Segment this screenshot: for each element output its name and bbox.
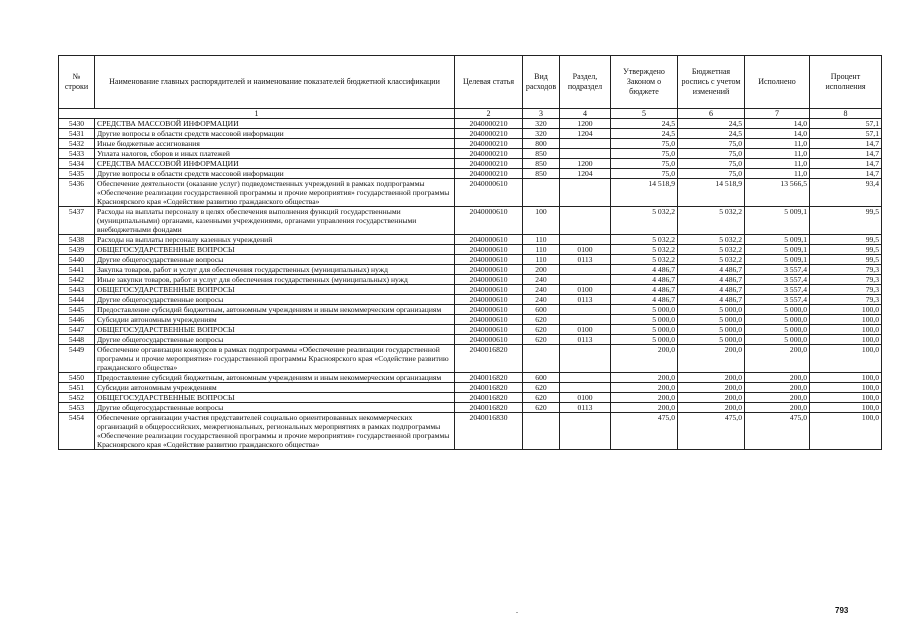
table-row: [59, 179, 882, 207]
row-target-code: 2040000610: [455, 315, 523, 325]
row-target-code: 2040016820: [455, 383, 523, 393]
row-name: Расходы на выплаты персоналу в целях обеспечения выполнения функций государственными (муниципальными) органами, казенными учреждениями, органами управления государственными внебюджетными фондами: [95, 207, 455, 235]
row-done: 5 000,0: [745, 305, 810, 315]
row-name: Другие вопросы в области средств массовой информации: [95, 129, 455, 139]
row-done: 11,0: [745, 159, 810, 169]
row-plan: 200,0: [678, 373, 745, 383]
table-row: [59, 285, 882, 295]
row-name: СРЕДСТВА МАССОВОЙ ИНФОРМАЦИИ: [95, 159, 455, 169]
row-expense-kind: 800: [523, 139, 560, 149]
row-expense-kind: 200: [523, 265, 560, 275]
row-plan: 200,0: [678, 383, 745, 393]
row-target-code: 2040016820: [455, 373, 523, 383]
row-name: Субсидии автономным учреждениям: [95, 315, 455, 325]
row-plan: 4 486,7: [678, 285, 745, 295]
row-name: Расходы на выплаты персоналу казенных учреждений: [95, 235, 455, 245]
row-approved: 75,0: [611, 149, 678, 159]
column-number: 6: [678, 109, 745, 119]
row-name: Обеспечение организации участия представителей социально ориентированных некоммерческих организаций в общероссийских, межрегиональных, региональных мероприятиях в рамках подпрограммы «Обеспечение реализации государственной программы и прочие мероприятия» государственной программы Красноярского края «Содействие развитию гражданского общества»: [95, 413, 455, 450]
row-done: 5 009,1: [745, 245, 810, 255]
row-plan: 200,0: [678, 393, 745, 403]
row-done: 3 557,4: [745, 275, 810, 285]
row-name: Предоставление субсидий бюджетным, автономным учреждениям и иным некоммерческим организациям: [95, 305, 455, 315]
row-expense-kind: [523, 413, 560, 450]
row-section: [560, 139, 611, 149]
row-approved: 5 032,2: [611, 207, 678, 235]
row-percent: 99,5: [810, 245, 882, 255]
row-plan: 14 518,9: [678, 179, 745, 207]
row-approved: 4 486,7: [611, 295, 678, 305]
row-name: Обеспечение деятельности (оказание услуг) подведомственных учреждений в рамках подпрограммы «Обеспечение реализации государственной программы и прочие мероприятия» государственной программы Красноярского края «Содействие развитию гражданского общества»: [95, 179, 455, 207]
row-approved: 4 486,7: [611, 275, 678, 285]
row-section: 1204: [560, 129, 611, 139]
row-expense-kind: 600: [523, 305, 560, 315]
header-target: Целевая статья: [455, 56, 523, 109]
row-name: СРЕДСТВА МАССОВОЙ ИНФОРМАЦИИ: [95, 119, 455, 129]
row-section: [560, 149, 611, 159]
row-name: Закупка товаров, работ и услуг для обеспечения государственных (муниципальных) нужд: [95, 265, 455, 275]
row-percent: 14,7: [810, 139, 882, 149]
row-number: 5435: [59, 169, 95, 179]
row-expense-kind: 600: [523, 373, 560, 383]
table-row: [59, 305, 882, 315]
header-name: Наименование главных распорядителей и наименование показателей бюджетной классификации: [95, 56, 455, 109]
row-done: 200,0: [745, 345, 810, 373]
row-done: 13 566,5: [745, 179, 810, 207]
row-done: 5 009,1: [745, 207, 810, 235]
row-approved: 75,0: [611, 139, 678, 149]
row-expense-kind: [523, 179, 560, 207]
row-approved: 4 486,7: [611, 265, 678, 275]
row-plan: 75,0: [678, 159, 745, 169]
row-target-code: 2040000610: [455, 207, 523, 235]
row-name: ОБЩЕГОСУДАРСТВЕННЫЕ ВОПРОСЫ: [95, 245, 455, 255]
row-section: 0100: [560, 245, 611, 255]
row-name: Иные закупки товаров, работ и услуг для обеспечения государственных (муниципальных) нужд: [95, 275, 455, 285]
row-approved: 14 518,9: [611, 179, 678, 207]
row-target-code: 2040000210: [455, 169, 523, 179]
row-done: 475,0: [745, 413, 810, 450]
row-expense-kind: 850: [523, 169, 560, 179]
row-section: [560, 345, 611, 373]
row-approved: 5 032,2: [611, 235, 678, 245]
row-number: 5437: [59, 207, 95, 235]
row-target-code: 2040000610: [455, 335, 523, 345]
table-row: [59, 129, 882, 139]
row-expense-kind: 320: [523, 119, 560, 129]
row-percent: 57,1: [810, 129, 882, 139]
row-approved: 75,0: [611, 159, 678, 169]
header-approved: Утверждено Законом о бюджете: [611, 56, 678, 109]
row-percent: 79,3: [810, 285, 882, 295]
row-number: 5451: [59, 383, 95, 393]
row-plan: 4 486,7: [678, 295, 745, 305]
table-row: [59, 325, 882, 335]
row-number: 5444: [59, 295, 95, 305]
row-target-code: 2040016820: [455, 345, 523, 373]
table-row: [59, 335, 882, 345]
row-percent: 100,0: [810, 403, 882, 413]
table-row: [59, 149, 882, 159]
row-percent: 14,7: [810, 169, 882, 179]
row-number: 5432: [59, 139, 95, 149]
row-percent: 99,5: [810, 207, 882, 235]
row-number: 5440: [59, 255, 95, 265]
row-done: 200,0: [745, 373, 810, 383]
row-number: 5434: [59, 159, 95, 169]
row-done: 5 009,1: [745, 235, 810, 245]
table-row: [59, 413, 882, 450]
row-number: 5436: [59, 179, 95, 207]
row-plan: 5 000,0: [678, 325, 745, 335]
row-section: [560, 179, 611, 207]
row-expense-kind: 240: [523, 275, 560, 285]
row-expense-kind: 620: [523, 383, 560, 393]
row-plan: 4 486,7: [678, 265, 745, 275]
row-expense-kind: 850: [523, 159, 560, 169]
row-percent: 99,5: [810, 235, 882, 245]
row-percent: 100,0: [810, 335, 882, 345]
row-plan: 200,0: [678, 345, 745, 373]
column-number: 3: [523, 109, 560, 119]
row-done: 5 000,0: [745, 315, 810, 325]
row-section: [560, 235, 611, 245]
row-plan: 75,0: [678, 139, 745, 149]
row-percent: 14,7: [810, 159, 882, 169]
row-name: Другие общегосударственные вопросы: [95, 255, 455, 265]
row-target-code: 2040000610: [455, 235, 523, 245]
row-section: 0100: [560, 325, 611, 335]
row-plan: 24,5: [678, 129, 745, 139]
budget-table: [58, 55, 882, 450]
row-percent: 99,5: [810, 255, 882, 265]
row-approved: 200,0: [611, 345, 678, 373]
row-approved: 5 000,0: [611, 315, 678, 325]
table-row: [59, 159, 882, 169]
row-percent: 100,0: [810, 393, 882, 403]
row-number: 5449: [59, 345, 95, 373]
row-done: 200,0: [745, 383, 810, 393]
row-done: 3 557,4: [745, 265, 810, 275]
row-section: [560, 265, 611, 275]
column-number: 5: [611, 109, 678, 119]
row-section: 1200: [560, 119, 611, 129]
row-percent: 79,3: [810, 265, 882, 275]
row-done: 200,0: [745, 403, 810, 413]
row-target-code: 2040016830: [455, 413, 523, 450]
table-row: [59, 119, 882, 129]
row-approved: 5 032,2: [611, 245, 678, 255]
table-row: [59, 265, 882, 275]
row-target-code: 2040000610: [455, 285, 523, 295]
row-done: 11,0: [745, 169, 810, 179]
row-name: Уплата налогов, сборов и иных платежей: [95, 149, 455, 159]
row-target-code: 2040000610: [455, 179, 523, 207]
row-approved: 75,0: [611, 169, 678, 179]
row-plan: 5 000,0: [678, 335, 745, 345]
row-done: 14,0: [745, 129, 810, 139]
row-target-code: 2040000610: [455, 305, 523, 315]
row-name: Другие общегосударственные вопросы: [95, 335, 455, 345]
page-mark: .: [516, 606, 518, 615]
row-percent: 14,7: [810, 149, 882, 159]
row-name: ОБЩЕГОСУДАРСТВЕННЫЕ ВОПРОСЫ: [95, 393, 455, 403]
row-section: 1200: [560, 159, 611, 169]
row-plan: 75,0: [678, 169, 745, 179]
table-row: [59, 373, 882, 383]
table-row: [59, 275, 882, 285]
row-number: 5439: [59, 245, 95, 255]
column-number: 1: [59, 109, 455, 119]
row-expense-kind: 620: [523, 325, 560, 335]
row-percent: 93,4: [810, 179, 882, 207]
row-number: 5450: [59, 373, 95, 383]
row-section: [560, 207, 611, 235]
row-done: 5 000,0: [745, 325, 810, 335]
row-percent: 57,1: [810, 119, 882, 129]
row-plan: 75,0: [678, 149, 745, 159]
table-row: [59, 207, 882, 235]
row-number: 5454: [59, 413, 95, 450]
row-plan: 4 486,7: [678, 275, 745, 285]
row-expense-kind: 620: [523, 403, 560, 413]
row-target-code: 2040000210: [455, 159, 523, 169]
row-number: 5430: [59, 119, 95, 129]
column-number: 8: [810, 109, 882, 119]
column-number: 4: [560, 109, 611, 119]
row-section: [560, 315, 611, 325]
row-plan: 5 032,2: [678, 207, 745, 235]
table-row: [59, 393, 882, 403]
row-approved: 475,0: [611, 413, 678, 450]
row-expense-kind: 240: [523, 295, 560, 305]
row-number: 5445: [59, 305, 95, 315]
row-name: Другие общегосударственные вопросы: [95, 295, 455, 305]
row-done: 5 009,1: [745, 255, 810, 265]
row-target-code: 2040000210: [455, 129, 523, 139]
row-target-code: 2040000210: [455, 139, 523, 149]
column-number: 2: [455, 109, 523, 119]
table-row: [59, 235, 882, 245]
row-expense-kind: [523, 345, 560, 373]
row-target-code: 2040016820: [455, 393, 523, 403]
row-number: 5433: [59, 149, 95, 159]
row-percent: 100,0: [810, 345, 882, 373]
header-percent: Процент исполнения: [810, 56, 882, 109]
row-percent: 100,0: [810, 373, 882, 383]
column-number-row: [59, 109, 882, 119]
row-number: 5452: [59, 393, 95, 403]
table-row: [59, 295, 882, 305]
row-plan: 5 032,2: [678, 255, 745, 265]
row-approved: 5 000,0: [611, 305, 678, 315]
row-percent: 100,0: [810, 315, 882, 325]
row-section: 0113: [560, 295, 611, 305]
row-target-code: 2040000210: [455, 149, 523, 159]
row-target-code: 2040000610: [455, 325, 523, 335]
row-target-code: 2040000610: [455, 275, 523, 285]
header-kind: Вид расходов: [523, 56, 560, 109]
row-number: 5442: [59, 275, 95, 285]
row-target-code: 2040000610: [455, 245, 523, 255]
row-approved: 24,5: [611, 129, 678, 139]
table-row: [59, 403, 882, 413]
table-body: [59, 109, 882, 450]
page-number: 793: [835, 606, 849, 615]
row-percent: 79,3: [810, 275, 882, 285]
row-approved: 200,0: [611, 383, 678, 393]
header-plan: Бюджетная роспись с учетом изменений: [678, 56, 745, 109]
row-name: Иные бюджетные ассигнования: [95, 139, 455, 149]
row-target-code: 2040000610: [455, 265, 523, 275]
table-row: [59, 169, 882, 179]
row-expense-kind: 620: [523, 315, 560, 325]
table-row: [59, 139, 882, 149]
row-percent: 79,3: [810, 295, 882, 305]
row-number: 5448: [59, 335, 95, 345]
row-section: [560, 275, 611, 285]
row-percent: 100,0: [810, 305, 882, 315]
row-done: 3 557,4: [745, 295, 810, 305]
row-section: 0100: [560, 393, 611, 403]
row-name: ОБЩЕГОСУДАРСТВЕННЫЕ ВОПРОСЫ: [95, 285, 455, 295]
row-section: 0100: [560, 285, 611, 295]
row-section: [560, 413, 611, 450]
row-section: 0113: [560, 255, 611, 265]
row-target-code: 2040000210: [455, 119, 523, 129]
row-plan: 200,0: [678, 403, 745, 413]
row-number: 5438: [59, 235, 95, 245]
header-done: Исполнено: [745, 56, 810, 109]
row-number: 5443: [59, 285, 95, 295]
row-target-code: 2040000610: [455, 255, 523, 265]
row-name: Субсидии автономным учреждениям: [95, 383, 455, 393]
row-name: ОБЩЕГОСУДАРСТВЕННЫЕ ВОПРОСЫ: [95, 325, 455, 335]
row-plan: 475,0: [678, 413, 745, 450]
row-expense-kind: 850: [523, 149, 560, 159]
row-section: [560, 383, 611, 393]
row-plan: 5 032,2: [678, 245, 745, 255]
row-plan: 5 000,0: [678, 315, 745, 325]
row-expense-kind: 110: [523, 245, 560, 255]
header-row-no: № строки: [59, 56, 95, 109]
row-name: Другие вопросы в области средств массовой информации: [95, 169, 455, 179]
row-expense-kind: 110: [523, 235, 560, 245]
table-row: [59, 245, 882, 255]
row-done: 5 000,0: [745, 335, 810, 345]
row-done: 11,0: [745, 149, 810, 159]
row-approved: 5 032,2: [611, 255, 678, 265]
row-expense-kind: 620: [523, 335, 560, 345]
row-approved: 4 486,7: [611, 285, 678, 295]
row-done: 14,0: [745, 119, 810, 129]
row-name: Обеспечение организации конкурсов в рамках подпрограммы «Обеспечение реализации государственной программы и прочие мероприятия» государственной программы Красноярского края «Содействие развитию гражданского общества»: [95, 345, 455, 373]
row-approved: 24,5: [611, 119, 678, 129]
row-target-code: 2040016820: [455, 403, 523, 413]
table-row: [59, 345, 882, 373]
row-approved: 200,0: [611, 373, 678, 383]
row-approved: 5 000,0: [611, 325, 678, 335]
row-number: 5441: [59, 265, 95, 275]
row-number: 5453: [59, 403, 95, 413]
row-expense-kind: 110: [523, 255, 560, 265]
row-expense-kind: 100: [523, 207, 560, 235]
row-percent: 100,0: [810, 413, 882, 450]
header-section: Раздел, подраздел: [560, 56, 611, 109]
row-percent: 100,0: [810, 325, 882, 335]
row-approved: 200,0: [611, 403, 678, 413]
row-done: 3 557,4: [745, 285, 810, 295]
row-number: 5447: [59, 325, 95, 335]
row-section: [560, 305, 611, 315]
row-section: 1204: [560, 169, 611, 179]
row-number: 5431: [59, 129, 95, 139]
row-approved: 5 000,0: [611, 335, 678, 345]
table-row: [59, 255, 882, 265]
table-header: [59, 56, 882, 109]
row-plan: 5 000,0: [678, 305, 745, 315]
row-expense-kind: 240: [523, 285, 560, 295]
row-expense-kind: 320: [523, 129, 560, 139]
table-row: [59, 383, 882, 393]
row-section: 0113: [560, 403, 611, 413]
column-number: 7: [745, 109, 810, 119]
row-done: 11,0: [745, 139, 810, 149]
row-name: Предоставление субсидий бюджетным, автономным учреждениям и иным некоммерческим организациям: [95, 373, 455, 383]
row-plan: 24,5: [678, 119, 745, 129]
row-percent: 100,0: [810, 383, 882, 393]
row-approved: 200,0: [611, 393, 678, 403]
row-name: Другие общегосударственные вопросы: [95, 403, 455, 413]
row-section: [560, 373, 611, 383]
row-section: 0113: [560, 335, 611, 345]
row-target-code: 2040000610: [455, 295, 523, 305]
row-done: 200,0: [745, 393, 810, 403]
row-number: 5446: [59, 315, 95, 325]
row-plan: 5 032,2: [678, 235, 745, 245]
row-expense-kind: 620: [523, 393, 560, 403]
table-row: [59, 315, 882, 325]
